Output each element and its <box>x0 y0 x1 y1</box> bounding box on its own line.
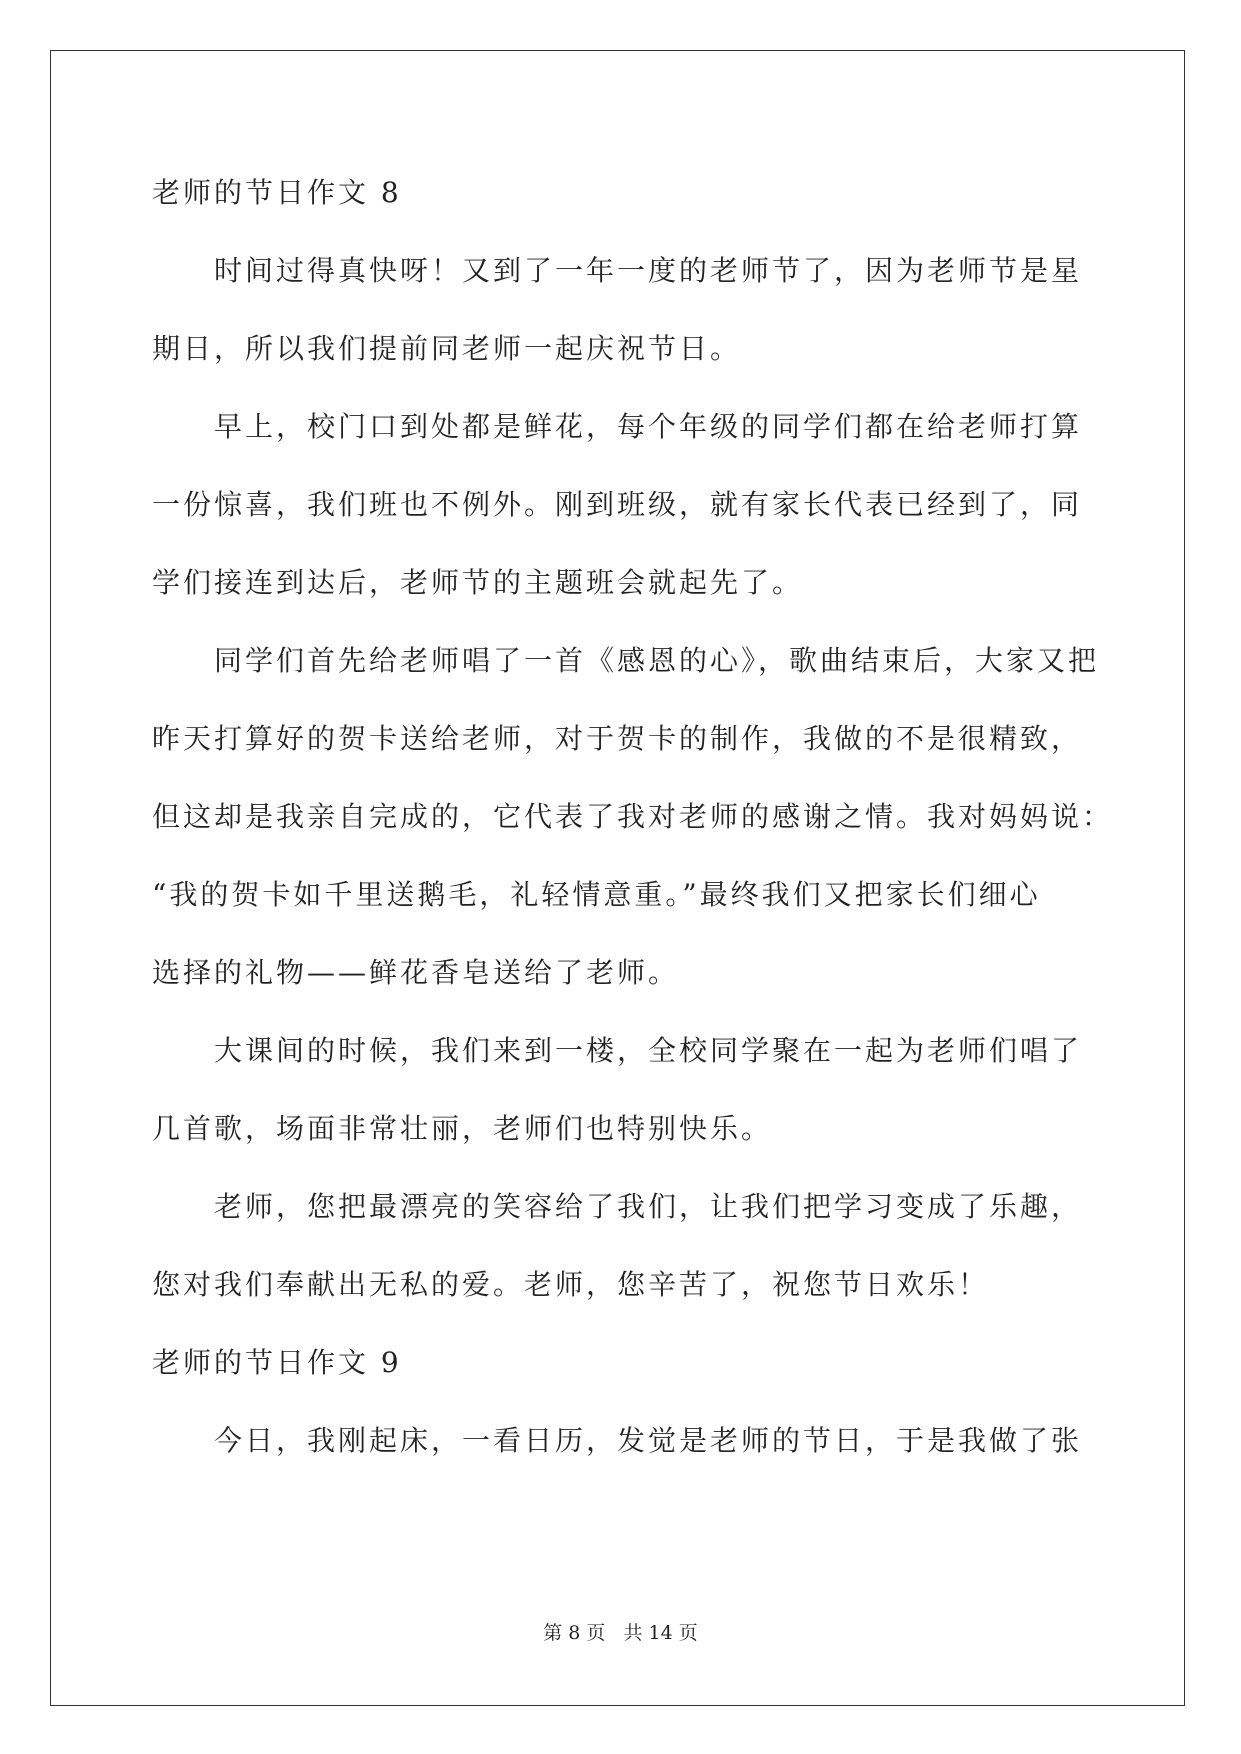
paragraph-line: 但这却是我亲自完成的，它代表了我对老师的感谢之情。我对妈妈说： <box>152 800 1114 833</box>
page-footer <box>0 1618 1241 1645</box>
paragraph-line: 期日，所以我们提前同老师一起庆祝节日。 <box>152 332 742 365</box>
paragraph-line: 早上，校门口到处都是鲜花，每个年级的同学们都在给老师打算 <box>214 410 1083 443</box>
page-total: 共 14 页 <box>623 1622 698 1644</box>
essay-heading-8: 老师的节日作文 8 <box>152 176 402 209</box>
paragraph-line: 选择的礼物——鲜花香皂送给了老师。 <box>152 956 680 989</box>
paragraph-line: 大课间的时候，我们来到一楼，全校同学聚在一起为老师们唱了 <box>214 1034 1083 1067</box>
paragraph-line: 您对我们奉献出无私的爱。老师，您辛苦了，祝您节日欢乐！ <box>152 1268 990 1301</box>
essay-heading-9: 老师的节日作文 9 <box>152 1346 402 1379</box>
paragraph-line: 昨天打算好的贺卡送给老师，对于贺卡的制作，我做的不是很精致， <box>152 722 1083 755</box>
paragraph-line: “我的贺卡如千里送鹅毛，礼轻情意重。”最终我们又把家长们细心 <box>152 878 1041 911</box>
paragraph-line: 老师，您把最漂亮的笑容给了我们，让我们把学习变成了乐趣， <box>214 1190 1083 1223</box>
paragraph-line: 一份惊喜，我们班也不例外。刚到班级，就有家长代表已经到了，同 <box>152 488 1083 521</box>
paragraph-line: 时间过得真快呀！又到了一年一度的老师节了，因为老师节是星 <box>214 254 1083 287</box>
paragraph-line: 几首歌，场面非常壮丽，老师们也特别快乐。 <box>152 1112 773 1145</box>
paragraph-line: 学们接连到达后，老师节的主题班会就起先了。 <box>152 566 804 599</box>
page-number: 第 8 页 <box>543 1622 606 1644</box>
paragraph-line: 今日，我刚起床，一看日历，发觉是老师的节日，于是我做了张 <box>214 1424 1083 1457</box>
paragraph-line: 同学们首先给老师唱了一首《感恩的心》，歌曲结束后，大家又把 <box>214 644 1100 677</box>
